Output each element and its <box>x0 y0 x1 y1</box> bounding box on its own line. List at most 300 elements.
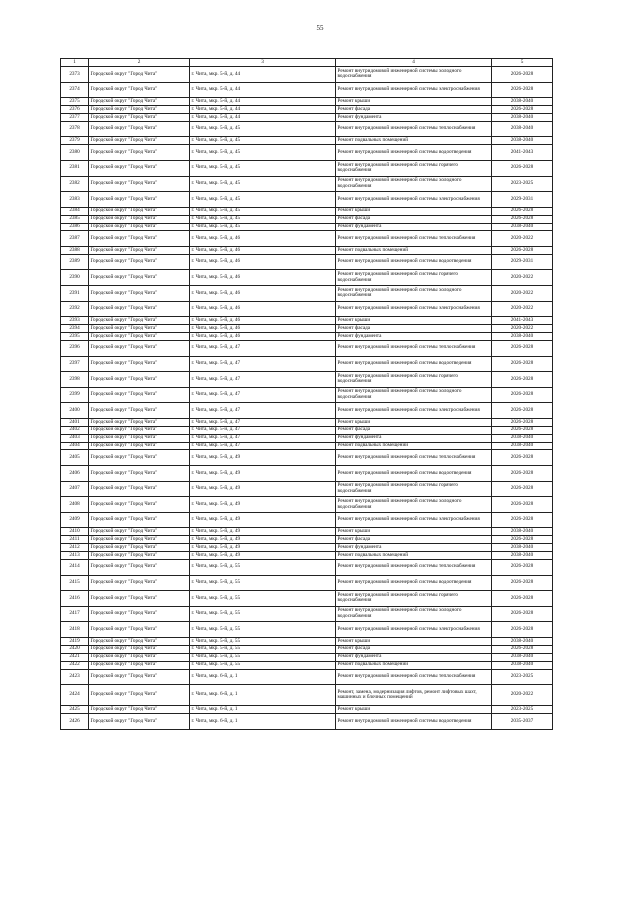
row-number: 2405 <box>61 450 89 466</box>
row-number: 2395 <box>61 333 89 341</box>
row-number: 2413 <box>61 552 89 560</box>
table-row <box>61 160 553 176</box>
work-type-cell: Ремонт внутридомовой инженерной системы теплоснабжения <box>336 450 492 466</box>
address-cell: г. Чита, мкр. 5-й, д. 46 <box>190 286 336 302</box>
table-row <box>61 512 553 528</box>
address-cell: г. Чита, мкр. 5-й, д. 46 <box>190 333 336 341</box>
row-number: 2407 <box>61 481 89 497</box>
period-cell: 2029-2031 <box>492 254 553 270</box>
work-type-cell: Ремонт внутридомовой инженерной системы холодного водоснабжения <box>336 286 492 302</box>
row-number: 2377 <box>61 113 89 121</box>
row-number: 2418 <box>61 622 89 638</box>
table-row <box>61 706 553 714</box>
row-number: 2409 <box>61 512 89 528</box>
table-row <box>61 98 553 106</box>
address-cell: г. Чита, мкр. 5-й, д. 47 <box>190 442 336 450</box>
period-cell: 2023-2025 <box>492 706 553 714</box>
municipality-cell: Городской округ "Город Чита" <box>89 106 190 114</box>
period-cell: 2026-2028 <box>492 106 553 114</box>
row-number: 2404 <box>61 442 89 450</box>
work-type-cell: Ремонт подвальных помещений <box>336 552 492 560</box>
municipality-cell: Городской округ "Город Чита" <box>89 98 190 106</box>
row-number: 2419 <box>61 637 89 645</box>
period-cell: 2035-2037 <box>492 714 553 730</box>
address-cell: г. Чита, мкр. 5-й, д. 49 <box>190 536 336 544</box>
period-cell: 2038-2040 <box>492 661 553 669</box>
address-cell: г. Чита, мкр. 6-й, д. 1 <box>190 669 336 685</box>
row-number: 2380 <box>61 145 89 161</box>
table-row <box>61 215 553 223</box>
row-number: 2415 <box>61 575 89 591</box>
address-cell: г. Чита, мкр. 5-й, д. 47 <box>190 387 336 403</box>
work-type-cell: Ремонт внутридомовой инженерной системы горячего водоснабжения <box>336 270 492 286</box>
period-cell: 2026-2028 <box>492 606 553 622</box>
table-row <box>61 637 553 645</box>
row-number: 2417 <box>61 606 89 622</box>
work-type-cell: Ремонт внутридомовой инженерной системы теплоснабжения <box>336 231 492 247</box>
address-cell: г. Чита, мкр. 5-й, д. 47 <box>190 418 336 426</box>
address-cell: г. Чита, мкр. 5-й, д. 49 <box>190 512 336 528</box>
column-header: 3 <box>190 59 336 67</box>
address-cell: г. Чита, мкр. 5-й, д. 55 <box>190 606 336 622</box>
address-cell: г. Чита, мкр. 5-й, д. 46 <box>190 270 336 286</box>
row-number: 2406 <box>61 466 89 482</box>
address-cell: г. Чита, мкр. 5-й, д. 44 <box>190 113 336 121</box>
work-type-cell: Ремонт фундамента <box>336 544 492 552</box>
period-cell: 2026-2028 <box>492 426 553 434</box>
work-type-cell: Ремонт крыши <box>336 418 492 426</box>
municipality-cell: Городской округ "Город Чита" <box>89 325 190 333</box>
address-cell: г. Чита, мкр. 5-й, д. 46 <box>190 254 336 270</box>
work-type-cell: Ремонт фасада <box>336 325 492 333</box>
table-row <box>61 426 553 434</box>
work-type-cell: Ремонт внутридомовой инженерной системы теплоснабжения <box>336 121 492 137</box>
work-type-cell: Ремонт внутридомовой инженерной системы водоотведения <box>336 356 492 372</box>
period-cell: 2026-2028 <box>492 622 553 638</box>
row-number: 2381 <box>61 160 89 176</box>
work-type-cell: Ремонт крыши <box>336 98 492 106</box>
period-cell: 2026-2028 <box>492 207 553 215</box>
period-cell: 2038-2040 <box>492 223 553 231</box>
address-cell: г. Чита, мкр. 6-й, д. 1 <box>190 714 336 730</box>
address-cell: г. Чита, мкр. 5-й, д. 47 <box>190 372 336 388</box>
municipality-cell: Городской округ "Город Чита" <box>89 536 190 544</box>
repair-schedule-table <box>60 58 553 730</box>
period-cell: 2020-2022 <box>492 270 553 286</box>
municipality-cell: Городской округ "Город Чита" <box>89 591 190 607</box>
table-row <box>61 67 553 83</box>
table-row <box>61 301 553 317</box>
period-cell: 2026-2028 <box>492 356 553 372</box>
work-type-cell: Ремонт подвальных помещений <box>336 661 492 669</box>
period-cell: 2038-2040 <box>492 653 553 661</box>
table-row <box>61 669 553 685</box>
row-number: 2402 <box>61 426 89 434</box>
work-type-cell: Ремонт внутридомовой инженерной системы холодного водоснабжения <box>336 176 492 192</box>
work-type-cell: Ремонт подвальных помещений <box>336 137 492 145</box>
table-row <box>61 575 553 591</box>
municipality-cell: Городской округ "Город Чита" <box>89 661 190 669</box>
work-type-cell: Ремонт внутридомовой инженерной системы электроснабжения <box>336 403 492 419</box>
work-type-cell: Ремонт внутридомовой инженерной системы теплоснабжения <box>336 340 492 356</box>
table-row <box>61 661 553 669</box>
table-row <box>61 356 553 372</box>
row-number: 2388 <box>61 246 89 254</box>
municipality-cell: Городской округ "Город Чита" <box>89 653 190 661</box>
address-cell: г. Чита, мкр. 5-й, д. 47 <box>190 403 336 419</box>
row-number: 2384 <box>61 207 89 215</box>
table-row <box>61 137 553 145</box>
table-row <box>61 481 553 497</box>
row-number: 2385 <box>61 215 89 223</box>
municipality-cell: Городской округ "Город Чита" <box>89 192 190 208</box>
work-type-cell: Ремонт внутридомовой инженерной системы водоотведения <box>336 714 492 730</box>
municipality-cell: Городской округ "Город Чита" <box>89 301 190 317</box>
table-row <box>61 254 553 270</box>
municipality-cell: Городской округ "Город Чита" <box>89 207 190 215</box>
table-header-row <box>61 59 553 67</box>
row-number: 2378 <box>61 121 89 137</box>
row-number: 2420 <box>61 645 89 653</box>
address-cell: г. Чита, мкр. 5-й, д. 55 <box>190 622 336 638</box>
row-number: 2414 <box>61 559 89 575</box>
municipality-cell: Городской округ "Город Чита" <box>89 160 190 176</box>
address-cell: г. Чита, мкр. 5-й, д. 49 <box>190 450 336 466</box>
table-row <box>61 442 553 450</box>
municipality-cell: Городской округ "Город Чита" <box>89 317 190 325</box>
row-number: 2376 <box>61 106 89 114</box>
municipality-cell: Городской округ "Город Чита" <box>89 442 190 450</box>
municipality-cell: Городской округ "Город Чита" <box>89 270 190 286</box>
work-type-cell: Ремонт, замена, модернизация лифтов, ремонт лифтовых шахт, машинных и блочных помещений <box>336 685 492 706</box>
period-cell: 2041-2043 <box>492 317 553 325</box>
row-number: 2424 <box>61 685 89 706</box>
work-type-cell: Ремонт внутридомовой инженерной системы электроснабжения <box>336 512 492 528</box>
address-cell: г. Чита, мкр. 5-й, д. 44 <box>190 106 336 114</box>
row-number: 2399 <box>61 387 89 403</box>
address-cell: г. Чита, мкр. 5-й, д. 55 <box>190 591 336 607</box>
work-type-cell: Ремонт внутридомовой инженерной системы электроснабжения <box>336 192 492 208</box>
period-cell: 2026-2028 <box>492 512 553 528</box>
address-cell: г. Чита, мкр. 5-й, д. 49 <box>190 544 336 552</box>
work-type-cell: Ремонт внутридомовой инженерной системы водоотведения <box>336 145 492 161</box>
period-cell: 2026-2028 <box>492 67 553 83</box>
table-row <box>61 176 553 192</box>
address-cell: г. Чита, мкр. 5-й, д. 46 <box>190 246 336 254</box>
row-number: 2425 <box>61 706 89 714</box>
row-number: 2390 <box>61 270 89 286</box>
work-type-cell: Ремонт фасада <box>336 645 492 653</box>
address-cell: г. Чита, мкр. 5-й, д. 47 <box>190 426 336 434</box>
municipality-cell: Городской округ "Город Чита" <box>89 559 190 575</box>
municipality-cell: Городской округ "Город Чита" <box>89 497 190 513</box>
period-cell: 2026-2028 <box>492 82 553 98</box>
row-number: 2393 <box>61 317 89 325</box>
address-cell: г. Чита, мкр. 5-й, д. 45 <box>190 160 336 176</box>
work-type-cell: Ремонт внутридомовой инженерной системы электроснабжения <box>336 622 492 638</box>
work-type-cell: Ремонт фундамента <box>336 653 492 661</box>
municipality-cell: Городской округ "Город Чита" <box>89 372 190 388</box>
work-type-cell: Ремонт внутридомовой инженерной системы горячего водоснабжения <box>336 591 492 607</box>
address-cell: г. Чита, мкр. 6-й, д. 1 <box>190 685 336 706</box>
address-cell: г. Чита, мкр. 5-й, д. 45 <box>190 176 336 192</box>
work-type-cell: Ремонт внутридомовой инженерной системы теплоснабжения <box>336 559 492 575</box>
row-number: 2398 <box>61 372 89 388</box>
work-type-cell: Ремонт фасада <box>336 106 492 114</box>
address-cell: г. Чита, мкр. 5-й, д. 46 <box>190 301 336 317</box>
municipality-cell: Городской округ "Город Чита" <box>89 685 190 706</box>
row-number: 2374 <box>61 82 89 98</box>
municipality-cell: Городской округ "Город Чита" <box>89 622 190 638</box>
row-number: 2421 <box>61 653 89 661</box>
row-number: 2387 <box>61 231 89 247</box>
row-number: 2392 <box>61 301 89 317</box>
table-row <box>61 466 553 482</box>
municipality-cell: Городской округ "Город Чита" <box>89 528 190 536</box>
table-row <box>61 145 553 161</box>
period-cell: 2020-2022 <box>492 231 553 247</box>
period-cell: 2038-2040 <box>492 113 553 121</box>
row-number: 2412 <box>61 544 89 552</box>
period-cell: 2038-2040 <box>492 333 553 341</box>
address-cell: г. Чита, мкр. 5-й, д. 47 <box>190 340 336 356</box>
work-type-cell: Ремонт фундамента <box>336 333 492 341</box>
municipality-cell: Городской округ "Город Чита" <box>89 552 190 560</box>
period-cell: 2026-2028 <box>492 481 553 497</box>
municipality-cell: Городской округ "Город Чита" <box>89 575 190 591</box>
municipality-cell: Городской округ "Город Чита" <box>89 403 190 419</box>
table-row <box>61 536 553 544</box>
row-number: 2386 <box>61 223 89 231</box>
address-cell: г. Чита, мкр. 5-й, д. 49 <box>190 497 336 513</box>
work-type-cell: Ремонт фасада <box>336 426 492 434</box>
municipality-cell: Городской округ "Город Чита" <box>89 450 190 466</box>
address-cell: г. Чита, мкр. 5-й, д. 49 <box>190 528 336 536</box>
row-number: 2375 <box>61 98 89 106</box>
work-type-cell: Ремонт крыши <box>336 207 492 215</box>
address-cell: г. Чита, мкр. 5-й, д. 46 <box>190 325 336 333</box>
table-row <box>61 333 553 341</box>
address-cell: г. Чита, мкр. 5-й, д. 44 <box>190 82 336 98</box>
address-cell: г. Чита, мкр. 5-й, д. 45 <box>190 145 336 161</box>
address-cell: г. Чита, мкр. 5-й, д. 44 <box>190 98 336 106</box>
table-row <box>61 434 553 442</box>
period-cell: 2020-2022 <box>492 685 553 706</box>
row-number: 2397 <box>61 356 89 372</box>
period-cell: 2029-2031 <box>492 192 553 208</box>
table-row <box>61 286 553 302</box>
work-type-cell: Ремонт фасада <box>336 536 492 544</box>
row-number: 2401 <box>61 418 89 426</box>
work-type-cell: Ремонт внутридомовой инженерной системы холодного водоснабжения <box>336 387 492 403</box>
municipality-cell: Городской округ "Город Чита" <box>89 645 190 653</box>
work-type-cell: Ремонт внутридомовой инженерной системы водоотведения <box>336 254 492 270</box>
municipality-cell: Городской округ "Город Чита" <box>89 215 190 223</box>
period-cell: 2026-2028 <box>492 403 553 419</box>
address-cell: г. Чита, мкр. 5-й, д. 46 <box>190 317 336 325</box>
municipality-cell: Городской округ "Город Чита" <box>89 426 190 434</box>
address-cell: г. Чита, мкр. 5-й, д. 45 <box>190 215 336 223</box>
table-row <box>61 685 553 706</box>
address-cell: г. Чита, мкр. 5-й, д. 55 <box>190 645 336 653</box>
row-number: 2423 <box>61 669 89 685</box>
table-row <box>61 559 553 575</box>
work-type-cell: Ремонт фундамента <box>336 113 492 121</box>
address-cell: г. Чита, мкр. 5-й, д. 49 <box>190 466 336 482</box>
period-cell: 2026-2028 <box>492 591 553 607</box>
page-number: 55 <box>316 24 324 32</box>
period-cell: 2026-2028 <box>492 215 553 223</box>
address-cell: г. Чита, мкр. 5-й, д. 44 <box>190 67 336 83</box>
municipality-cell: Городской округ "Город Чита" <box>89 286 190 302</box>
row-number: 2379 <box>61 137 89 145</box>
table-row <box>61 372 553 388</box>
period-cell: 2026-2028 <box>492 418 553 426</box>
column-header: 2 <box>89 59 190 67</box>
municipality-cell: Городской округ "Город Чита" <box>89 706 190 714</box>
address-cell: г. Чита, мкр. 5-й, д. 47 <box>190 434 336 442</box>
work-type-cell: Ремонт внутридомовой инженерной системы холодного водоснабжения <box>336 497 492 513</box>
municipality-cell: Городской округ "Город Чита" <box>89 82 190 98</box>
work-type-cell: Ремонт подвальных помещений <box>336 442 492 450</box>
municipality-cell: Городской округ "Город Чита" <box>89 231 190 247</box>
period-cell: 2026-2028 <box>492 575 553 591</box>
table-row <box>61 450 553 466</box>
table-row <box>61 622 553 638</box>
municipality-cell: Городской округ "Город Чита" <box>89 669 190 685</box>
table-row <box>61 113 553 121</box>
work-type-cell: Ремонт фундамента <box>336 434 492 442</box>
work-type-cell: Ремонт внутридомовой инженерной системы водоотведения <box>336 466 492 482</box>
table-row <box>61 192 553 208</box>
municipality-cell: Городской округ "Город Чита" <box>89 481 190 497</box>
address-cell: г. Чита, мкр. 5-й, д. 45 <box>190 223 336 231</box>
municipality-cell: Городской округ "Город Чита" <box>89 387 190 403</box>
address-cell: г. Чита, мкр. 5-й, д. 55 <box>190 575 336 591</box>
period-cell: 2038-2040 <box>492 434 553 442</box>
municipality-cell: Городской округ "Город Чита" <box>89 714 190 730</box>
work-type-cell: Ремонт фасада <box>336 215 492 223</box>
municipality-cell: Городской округ "Город Чита" <box>89 356 190 372</box>
work-type-cell: Ремонт крыши <box>336 317 492 325</box>
municipality-cell: Городской округ "Город Чита" <box>89 333 190 341</box>
municipality-cell: Городской округ "Город Чита" <box>89 137 190 145</box>
period-cell: 2038-2040 <box>492 528 553 536</box>
table-row <box>61 403 553 419</box>
municipality-cell: Городской округ "Город Чита" <box>89 121 190 137</box>
table-row <box>61 246 553 254</box>
work-type-cell: Ремонт внутридомовой инженерной системы горячего водоснабжения <box>336 372 492 388</box>
municipality-cell: Городской округ "Город Чита" <box>89 223 190 231</box>
address-cell: г. Чита, мкр. 5-й, д. 55 <box>190 559 336 575</box>
table-row <box>61 82 553 98</box>
municipality-cell: Городской округ "Город Чита" <box>89 67 190 83</box>
row-number: 2383 <box>61 192 89 208</box>
address-cell: г. Чита, мкр. 5-й, д. 45 <box>190 192 336 208</box>
period-cell: 2026-2028 <box>492 246 553 254</box>
row-number: 2416 <box>61 591 89 607</box>
table-row <box>61 544 553 552</box>
period-cell: 2026-2028 <box>492 645 553 653</box>
address-cell: г. Чита, мкр. 5-й, д. 49 <box>190 552 336 560</box>
municipality-cell: Городской округ "Город Чита" <box>89 254 190 270</box>
period-cell: 2041-2043 <box>492 145 553 161</box>
row-number: 2408 <box>61 497 89 513</box>
period-cell: 2026-2028 <box>492 559 553 575</box>
period-cell: 2038-2040 <box>492 552 553 560</box>
work-type-cell: Ремонт фундамента <box>336 223 492 231</box>
municipality-cell: Городской округ "Город Чита" <box>89 544 190 552</box>
period-cell: 2026-2028 <box>492 466 553 482</box>
table-row <box>61 653 553 661</box>
work-type-cell: Ремонт крыши <box>336 706 492 714</box>
work-type-cell: Ремонт внутридомовой инженерной системы горячего водоснабжения <box>336 481 492 497</box>
table-row <box>61 591 553 607</box>
column-header: 5 <box>492 59 553 67</box>
table-row <box>61 121 553 137</box>
table-row <box>61 317 553 325</box>
table-row <box>61 340 553 356</box>
work-type-cell: Ремонт подвальных помещений <box>336 246 492 254</box>
row-number: 2410 <box>61 528 89 536</box>
address-cell: г. Чита, мкр. 5-й, д. 55 <box>190 661 336 669</box>
period-cell: 2020-2022 <box>492 301 553 317</box>
address-cell: г. Чита, мкр. 5-й, д. 45 <box>190 137 336 145</box>
row-number: 2426 <box>61 714 89 730</box>
municipality-cell: Городской округ "Город Чита" <box>89 340 190 356</box>
period-cell: 2023-2025 <box>492 669 553 685</box>
table-row <box>61 231 553 247</box>
municipality-cell: Городской округ "Город Чита" <box>89 466 190 482</box>
table-row <box>61 645 553 653</box>
work-type-cell: Ремонт внутридомовой инженерной системы горячего водоснабжения <box>336 160 492 176</box>
municipality-cell: Городской округ "Город Чита" <box>89 434 190 442</box>
column-header: 4 <box>336 59 492 67</box>
row-number: 2403 <box>61 434 89 442</box>
work-type-cell: Ремонт внутридомовой инженерной системы электроснабжения <box>336 82 492 98</box>
period-cell: 2038-2040 <box>492 544 553 552</box>
address-cell: г. Чита, мкр. 5-й, д. 45 <box>190 207 336 215</box>
row-number: 2422 <box>61 661 89 669</box>
period-cell: 2038-2040 <box>492 442 553 450</box>
row-number: 2396 <box>61 340 89 356</box>
municipality-cell: Городской округ "Город Чита" <box>89 637 190 645</box>
work-type-cell: Ремонт крыши <box>336 637 492 645</box>
period-cell: 2026-2028 <box>492 160 553 176</box>
municipality-cell: Городской округ "Город Чита" <box>89 176 190 192</box>
table-row <box>61 497 553 513</box>
table-row <box>61 528 553 536</box>
municipality-cell: Городской округ "Город Чита" <box>89 145 190 161</box>
municipality-cell: Городской округ "Город Чита" <box>89 113 190 121</box>
table-row <box>61 207 553 215</box>
period-cell: 2026-2028 <box>492 450 553 466</box>
row-number: 2411 <box>61 536 89 544</box>
work-type-cell: Ремонт внутридомовой инженерной системы теплоснабжения <box>336 669 492 685</box>
period-cell: 2038-2040 <box>492 121 553 137</box>
table-row <box>61 223 553 231</box>
period-cell: 2020-2022 <box>492 286 553 302</box>
table-row <box>61 387 553 403</box>
period-cell: 2038-2040 <box>492 137 553 145</box>
period-cell: 2020-2022 <box>492 325 553 333</box>
address-cell: г. Чита, мкр. 5-й, д. 55 <box>190 653 336 661</box>
row-number: 2389 <box>61 254 89 270</box>
table-row <box>61 106 553 114</box>
work-type-cell: Ремонт крыши <box>336 528 492 536</box>
row-number: 2400 <box>61 403 89 419</box>
period-cell: 2038-2040 <box>492 637 553 645</box>
